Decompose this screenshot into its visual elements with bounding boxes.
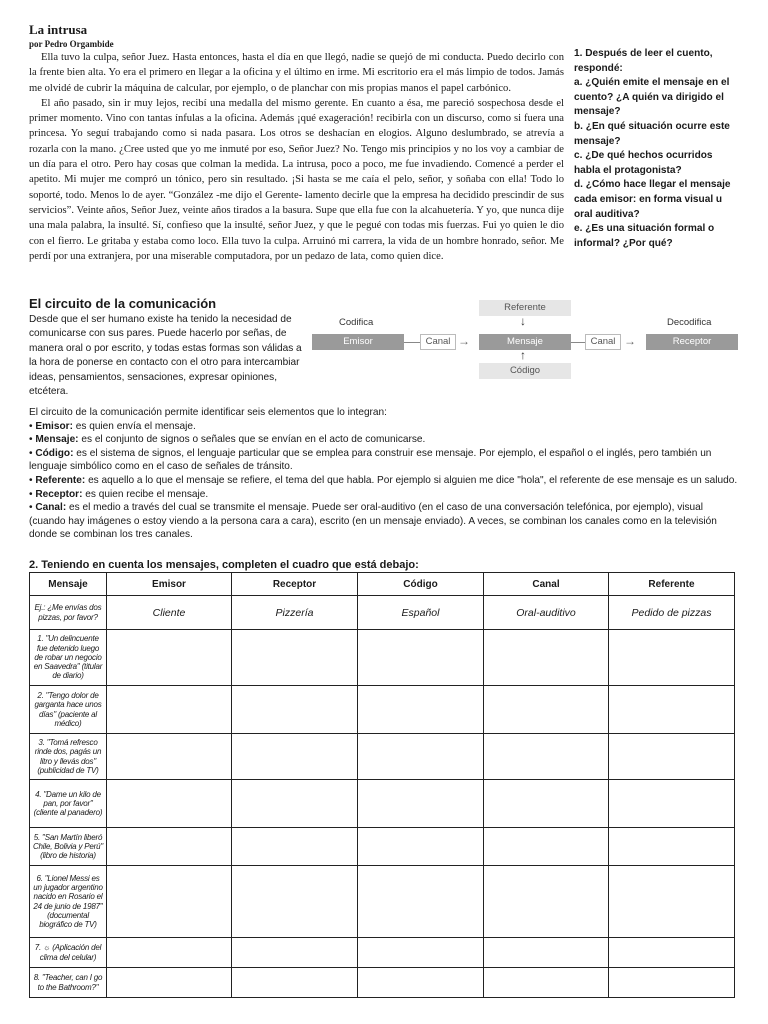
answer-cell[interactable] — [232, 866, 358, 938]
element-def: es el conjunto de signos o señales que se envían en el acto de comunicarse. — [78, 434, 426, 446]
element-term: Código: — [35, 447, 74, 459]
table-row — [30, 686, 735, 734]
questions-block — [574, 47, 739, 251]
header-canal: Canal — [484, 573, 609, 596]
answer-cell[interactable] — [107, 734, 232, 780]
answer-cell[interactable] — [232, 630, 358, 686]
answer-cell[interactable] — [609, 630, 735, 686]
codigo-box: Código — [479, 363, 571, 379]
question-heading: 1. Después de leer el cuento, respondé: — [574, 48, 713, 74]
answer-cell[interactable] — [484, 734, 609, 780]
section-title: El circuito de la comunicación — [29, 296, 217, 311]
element-def: es el medio a través del cual se transmite el mensaje. Puede ser oral-auditivo (en el caso de una conversación telefónica, por ejemplo), visual (cuando hay imágenes o estoy viendo a la persona cara a cara), escrito (en un mensaje enviado). A veces, se combinan los canales como en la televisión donde se combinan los tres canales. — [29, 502, 717, 541]
connector-line — [404, 342, 420, 343]
answer-cell[interactable] — [107, 866, 232, 938]
question-item: d. ¿Cómo hace llegar el mensaje cada emisor: en forma visual u oral auditiva? — [574, 179, 731, 220]
table-header-row — [30, 573, 735, 596]
story-paragraph: Ella tuvo la culpa, señor Juez. Hasta entonces, hasta el día en que llegó, nadie se quejó de mi conducta. Puedo decirlo con la frente bien alta. Yo era el primero en llegar a la oficina y el último en irme. Mi escritorio era el más limpio de todos. Jamás me olvidé de cubrir la máquina de calcular, por ejemplo, o de planchar con mis propias manos el papel carbónico. — [29, 52, 564, 94]
answer-cell[interactable] — [609, 938, 735, 968]
answer-cell[interactable] — [609, 828, 735, 866]
answer-cell[interactable] — [358, 630, 484, 686]
header-mensaje: Mensaje — [30, 573, 107, 596]
referente-box: Referente — [479, 300, 571, 316]
answer-cell[interactable] — [484, 780, 609, 828]
answer-cell[interactable] — [609, 780, 735, 828]
element-item: • Emisor: es quien envía el mensaje. — [29, 420, 196, 432]
answer-cell[interactable] — [232, 968, 358, 998]
answer-cell[interactable] — [484, 828, 609, 866]
answer-cell[interactable] — [232, 938, 358, 968]
arrow-right-icon: → — [624, 334, 636, 348]
answer-cell[interactable] — [232, 734, 358, 780]
answer-cell[interactable] — [358, 828, 484, 866]
canal-box: Canal — [585, 334, 621, 350]
story-paragraph: El año pasado, sin ir muy lejos, recibí una medalla del mismo gerente. En cuanto a ésa, me pareció sospechosa desde el primer momento. Vino con tantas ínfulas a la oficina. Además ¡qué exageración! recibirla con un discurso, como si fuera una princesa. Yo seguí trabajando como si nada pasara. Los otros se deshacían en elogios. Alguno deslumbrado, se atrevía a rozarla con la mano. ¿Cree usted que yo me inmuté por eso, Señor Juez? No. Tengo mis principios y no los voy a cambiar de un día para el otro. Pero hay cosas que colman la medida. La intrusa, poco a poco, me fue invadiendo. Comencé a perder el apetito. Mi mujer me compró un tónico, pero sin resultado. ¡Si hasta se me caía el pelo, señor, y soñaba con ella! Todo lo soporté, todo. Menos lo de ayer. “González -me dijo el Gerente- lamento decirle que la empresa ha decidido prescindir de sus servicios”. Veinte años, Señor Juez, veinte años tirados a la basura. Supe que ella fue con la alcahuetería. Y yo, que nunca dije una mala palabra, la insulté. Sí, confieso que la insulté, señor Juez, y que le pegué con todas mis fuerzas. Fui yo quien le dio con el fierro. Le gritaba y estaba como loco. Ella tuvo la culpa. Arruinó mi carrera, la vida de un hombre honrado, señor. Me perdí por una extranjera, por una miserable computadora, por un pedazo de lata, como quien dice. — [29, 97, 564, 262]
task-title: 2. Teniendo en cuenta los mensajes, completen el cuadro que está debajo: — [29, 559, 419, 571]
messages-table — [29, 572, 735, 998]
decodifica-label: Decodifica — [667, 317, 712, 328]
elements-intro: El circuito de la comunicación permite identificar seis elementos que lo integran: — [29, 407, 387, 418]
element-term: Referente: — [35, 474, 86, 486]
answer-cell[interactable] — [484, 968, 609, 998]
row-message: 5. "San Martín liberó Chile, Bolivia y Perú" (libro de historia) — [30, 828, 107, 866]
example-row — [30, 596, 735, 630]
answer-cell[interactable] — [107, 780, 232, 828]
element-term: Emisor: — [35, 420, 73, 432]
answer-cell[interactable] — [484, 938, 609, 968]
element-def: es quien recibe el mensaje. — [82, 488, 209, 500]
elements-list — [29, 406, 741, 542]
header-receptor: Receptor — [232, 573, 358, 596]
element-item: • Código: es el sistema de signos, el lenguaje particular que se emplea para construir ese mensaje. Por ejemplo, el español o el inglés, pero también un lenguaje simbólico como en el caso de señales de tránsito. — [29, 447, 712, 473]
question-item: a. ¿Quién emite el mensaje en el cuento? ¿A quién va dirigido el mensaje? — [574, 77, 730, 118]
header-codigo: Código — [358, 573, 484, 596]
story-author: por Pedro Orgambide — [29, 39, 114, 49]
arrow-up-icon: ↑ — [520, 348, 526, 362]
element-item: • Mensaje: es el conjunto de signos o señales que se envían en el acto de comunicarse. — [29, 434, 426, 446]
answer-cell[interactable] — [609, 866, 735, 938]
answer-cell[interactable] — [358, 968, 484, 998]
row-message: 3. "Tomá refresco rinde dos, pagás un litro y llevás dos" (publicidad de TV) — [30, 734, 107, 780]
answer-cell[interactable] — [107, 938, 232, 968]
element-term: Canal: — [35, 502, 67, 514]
element-item: • Referente: es aquello a lo que el mensaje se refiere, el tema del que habla. Por ejemplo si alguien me dice "hola", el referente de ese mensaje es un saludo. — [29, 474, 738, 486]
example-message: Ej.: ¿Me envías dos pizzas, por favor? — [30, 596, 107, 630]
element-item: • Receptor: es quien recibe el mensaje. — [29, 488, 209, 500]
table-row — [30, 938, 735, 968]
answer-cell[interactable] — [484, 686, 609, 734]
answer-cell[interactable] — [609, 968, 735, 998]
question-item: b. ¿En qué situación ocurre este mensaje? — [574, 120, 730, 147]
answer-cell[interactable] — [107, 630, 232, 686]
table-row — [30, 968, 735, 998]
table-row — [30, 780, 735, 828]
arrow-down-icon: ↓ — [520, 314, 526, 328]
arrow-right-icon: → — [458, 334, 470, 348]
communication-diagram — [312, 298, 742, 383]
row-message: 8. "Teacher, can I go to the Bathroom?" — [30, 968, 107, 998]
story-body — [29, 50, 564, 264]
table-row — [30, 828, 735, 866]
example-canal: Oral-auditivo — [484, 596, 609, 630]
header-referente: Referente — [609, 573, 735, 596]
element-def: es el sistema de signos, el lenguaje particular que se emplea para construir ese mensaje. Por ejemplo, el español o el inglés, pero también un lenguaje simbólico como en el caso de señales de tránsito. — [29, 447, 712, 473]
answer-cell[interactable] — [107, 828, 232, 866]
example-emisor: Cliente — [107, 596, 232, 630]
row-message: 1. "Un delincuente fue detenido luego de robar un negocio en Saavedra" (titular de diario) — [30, 630, 107, 686]
example-receptor: Pizzería — [232, 596, 358, 630]
emisor-box: Emisor — [312, 334, 404, 350]
receptor-box: Receptor — [646, 334, 738, 350]
answer-cell[interactable] — [232, 828, 358, 866]
row-message: 6. "Lionel Messi es un jugador argentino nacido en Rosario el 24 de junio de 1987" (documental biográfico de TV) — [30, 866, 107, 938]
table-row — [30, 734, 735, 780]
question-item: c. ¿De qué hechos ocurridos habla el protagonista? — [574, 150, 713, 176]
question-item: e. ¿Es una situación formal o informal? ¿Por qué? — [574, 223, 715, 249]
row-message: 4. "Dame un kilo de pan, por favor" (cliente al panadero) — [30, 780, 107, 828]
answer-cell[interactable] — [358, 866, 484, 938]
connector-line — [571, 342, 585, 343]
answer-cell[interactable] — [358, 938, 484, 968]
canal-box: Canal — [420, 334, 456, 350]
row-message: 7. ☼ (Aplicación del clima del celular) — [30, 938, 107, 968]
answer-cell[interactable] — [358, 780, 484, 828]
answer-cell[interactable] — [232, 780, 358, 828]
row-message: 2. "Tengo dolor de garganta hace unos días" (paciente al médico) — [30, 686, 107, 734]
answer-cell[interactable] — [358, 686, 484, 734]
answer-cell[interactable] — [358, 734, 484, 780]
table-row — [30, 630, 735, 686]
answer-cell[interactable] — [484, 630, 609, 686]
example-referente: Pedido de pizzas — [609, 596, 735, 630]
element-def: es aquello a lo que el mensaje se refiere, el tema del que habla. Por ejemplo si alguien me dice "hola", el referente de ese mensaje es un saludo. — [85, 474, 738, 486]
answer-cell[interactable] — [232, 686, 358, 734]
element-def: es quien envía el mensaje. — [72, 420, 196, 432]
answer-cell[interactable] — [107, 968, 232, 998]
codifica-label: Codifica — [339, 317, 374, 328]
element-term: Mensaje: — [35, 434, 79, 446]
story-title: La intrusa — [29, 22, 88, 37]
answer-cell[interactable] — [484, 866, 609, 938]
element-item: • Canal: es el medio a través del cual se transmite el mensaje. Puede ser oral-auditivo (en el caso de una conversación telefónica, por ejemplo), visual (cuando hay imágenes o estoy viendo a la persona cara a cara), escrito (en un mensaje enviado). A veces, se combinan los canales como en la televisión donde se combinan los tres canales. — [29, 502, 717, 541]
example-codigo: Español — [358, 596, 484, 630]
answer-cell[interactable] — [107, 686, 232, 734]
mensaje-box: Mensaje — [479, 334, 571, 350]
table-row — [30, 866, 735, 938]
answer-cell[interactable] — [609, 686, 735, 734]
header-emisor: Emisor — [107, 573, 232, 596]
circuit-intro: Desde que el ser humano existe ha tenido la necesidad de comunicarse con sus pares. Puede hacerlo por señas, de manera oral o por escrito, y todas estas formas son válidas a la hora de ponerse en contacto con el otro para intercambiar ideas, pensamientos, sensaciones, expresar opiniones, etcétera. — [29, 314, 302, 398]
answer-cell[interactable] — [609, 734, 735, 780]
element-term: Receptor: — [35, 488, 83, 500]
